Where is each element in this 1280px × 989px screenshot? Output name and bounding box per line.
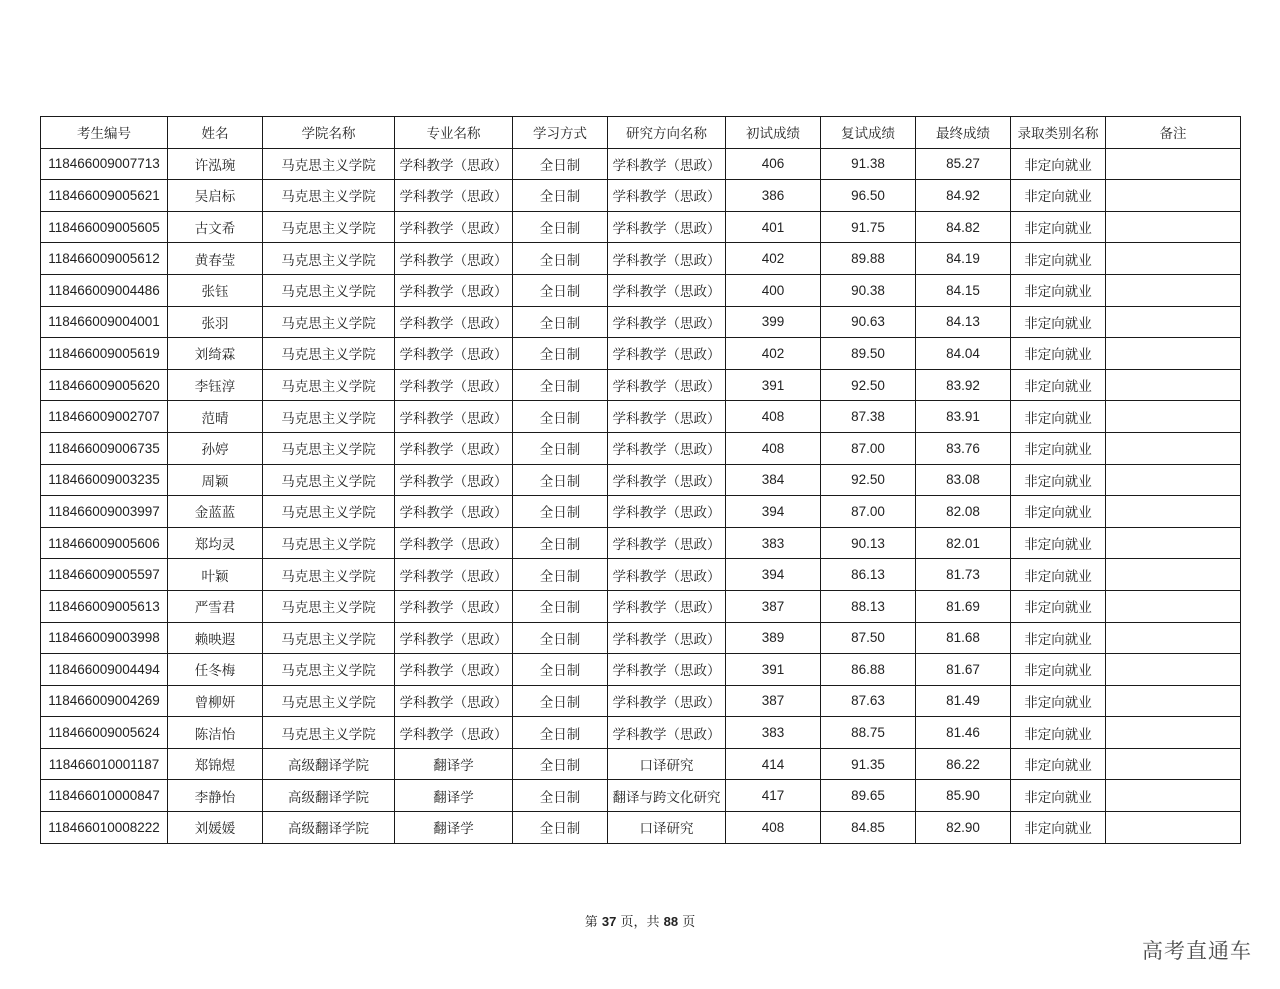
- cell-name: 叶颖: [168, 559, 263, 591]
- cell-final-score: 84.82: [916, 211, 1011, 243]
- cell-major: 翻译学: [395, 780, 513, 812]
- cell-final-score: 81.73: [916, 559, 1011, 591]
- table-row: [41, 654, 1241, 686]
- cell-name: 金蓝蓝: [168, 496, 263, 528]
- table-row: [41, 812, 1241, 844]
- cell-research-direction: 学科教学（思政）: [608, 274, 726, 306]
- cell-study-mode: 全日制: [513, 654, 608, 686]
- cell-admission-category: 非定向就业: [1011, 717, 1106, 749]
- table-row: [41, 306, 1241, 338]
- cell-name: 周颖: [168, 464, 263, 496]
- cell-name: 陈洁怡: [168, 717, 263, 749]
- cell-final-score: 84.13: [916, 306, 1011, 338]
- cell-retest-score: 90.13: [821, 527, 916, 559]
- cell-admission-category: 非定向就业: [1011, 306, 1106, 338]
- cell-candidate-id: 118466009003997: [41, 496, 168, 528]
- column-header-research-direction: 研究方向名称: [608, 117, 726, 149]
- cell-final-score: 84.15: [916, 274, 1011, 306]
- cell-candidate-id: 118466009003998: [41, 622, 168, 654]
- cell-remarks: [1106, 559, 1241, 591]
- cell-study-mode: 全日制: [513, 496, 608, 528]
- current-page-number: 37: [601, 914, 617, 929]
- cell-research-direction: 学科教学（思政）: [608, 401, 726, 433]
- cell-name: 任冬梅: [168, 654, 263, 686]
- cell-initial-score: 401: [726, 211, 821, 243]
- cell-final-score: 82.01: [916, 527, 1011, 559]
- cell-remarks: [1106, 432, 1241, 464]
- cell-remarks: [1106, 527, 1241, 559]
- cell-candidate-id: 118466009005612: [41, 243, 168, 275]
- cell-research-direction: 学科教学（思政）: [608, 369, 726, 401]
- table-row: [41, 527, 1241, 559]
- cell-initial-score: 417: [726, 780, 821, 812]
- cell-research-direction: 学科教学（思政）: [608, 306, 726, 338]
- cell-remarks: [1106, 148, 1241, 180]
- cell-name: 黄春莹: [168, 243, 263, 275]
- cell-remarks: [1106, 590, 1241, 622]
- cell-candidate-id: 118466009007713: [41, 148, 168, 180]
- cell-remarks: [1106, 306, 1241, 338]
- cell-initial-score: 387: [726, 685, 821, 717]
- table-row: [41, 180, 1241, 212]
- cell-major: 学科教学（思政）: [395, 243, 513, 275]
- cell-candidate-id: 118466009004001: [41, 306, 168, 338]
- cell-major: 学科教学（思政）: [395, 559, 513, 591]
- cell-admission-category: 非定向就业: [1011, 211, 1106, 243]
- page-footer: [0, 911, 1280, 930]
- table-row: [41, 559, 1241, 591]
- cell-study-mode: 全日制: [513, 432, 608, 464]
- cell-final-score: 84.04: [916, 338, 1011, 370]
- cell-major: 学科教学（思政）: [395, 338, 513, 370]
- cell-final-score: 83.08: [916, 464, 1011, 496]
- cell-name: 吴启标: [168, 180, 263, 212]
- cell-major: 学科教学（思政）: [395, 622, 513, 654]
- cell-college: 马克思主义学院: [263, 180, 395, 212]
- cell-initial-score: 394: [726, 496, 821, 528]
- cell-candidate-id: 118466009005606: [41, 527, 168, 559]
- cell-remarks: [1106, 211, 1241, 243]
- column-header-major: 专业名称: [395, 117, 513, 149]
- cell-initial-score: 383: [726, 717, 821, 749]
- table-row: [41, 717, 1241, 749]
- column-header-final-score: 最终成绩: [916, 117, 1011, 149]
- cell-study-mode: 全日制: [513, 369, 608, 401]
- cell-college: 马克思主义学院: [263, 622, 395, 654]
- cell-retest-score: 91.35: [821, 748, 916, 780]
- cell-retest-score: 86.13: [821, 559, 916, 591]
- cell-retest-score: 90.38: [821, 274, 916, 306]
- cell-major: 学科教学（思政）: [395, 590, 513, 622]
- cell-initial-score: 408: [726, 812, 821, 844]
- cell-candidate-id: 118466009004269: [41, 685, 168, 717]
- table-row: [41, 401, 1241, 433]
- cell-candidate-id: 118466009004494: [41, 654, 168, 686]
- watermark-text: 高考直通车: [1142, 939, 1252, 963]
- cell-retest-score: 89.88: [821, 243, 916, 275]
- cell-candidate-id: 118466009005619: [41, 338, 168, 370]
- cell-admission-category: 非定向就业: [1011, 590, 1106, 622]
- cell-retest-score: 90.63: [821, 306, 916, 338]
- cell-candidate-id: 118466009004486: [41, 274, 168, 306]
- cell-final-score: 82.90: [916, 812, 1011, 844]
- cell-candidate-id: 118466009005613: [41, 590, 168, 622]
- cell-final-score: 84.19: [916, 243, 1011, 275]
- cell-study-mode: 全日制: [513, 559, 608, 591]
- cell-major: 学科教学（思政）: [395, 306, 513, 338]
- cell-college: 马克思主义学院: [263, 464, 395, 496]
- total-page-count: 88: [663, 914, 679, 929]
- cell-candidate-id: 118466010001187: [41, 748, 168, 780]
- cell-retest-score: 91.75: [821, 211, 916, 243]
- cell-major: 学科教学（思政）: [395, 527, 513, 559]
- cell-remarks: [1106, 748, 1241, 780]
- cell-candidate-id: 118466009006735: [41, 432, 168, 464]
- cell-retest-score: 92.50: [821, 369, 916, 401]
- cell-study-mode: 全日制: [513, 717, 608, 749]
- cell-remarks: [1106, 654, 1241, 686]
- cell-retest-score: 87.38: [821, 401, 916, 433]
- cell-study-mode: 全日制: [513, 211, 608, 243]
- cell-admission-category: 非定向就业: [1011, 243, 1106, 275]
- cell-retest-score: 88.13: [821, 590, 916, 622]
- cell-name: 郑锦煜: [168, 748, 263, 780]
- cell-college: 马克思主义学院: [263, 654, 395, 686]
- cell-initial-score: 406: [726, 148, 821, 180]
- cell-research-direction: 学科教学（思政）: [608, 654, 726, 686]
- cell-major: 学科教学（思政）: [395, 432, 513, 464]
- footer-prefix: 第: [584, 915, 598, 930]
- cell-admission-category: 非定向就业: [1011, 654, 1106, 686]
- cell-admission-category: 非定向就业: [1011, 401, 1106, 433]
- cell-retest-score: 87.00: [821, 496, 916, 528]
- cell-initial-score: 399: [726, 306, 821, 338]
- cell-college: 马克思主义学院: [263, 306, 395, 338]
- cell-study-mode: 全日制: [513, 464, 608, 496]
- cell-final-score: 83.92: [916, 369, 1011, 401]
- cell-retest-score: 88.75: [821, 717, 916, 749]
- cell-name: 李静怡: [168, 780, 263, 812]
- cell-major: 学科教学（思政）: [395, 685, 513, 717]
- cell-college: 马克思主义学院: [263, 590, 395, 622]
- cell-remarks: [1106, 274, 1241, 306]
- footer-middle: 页，共: [620, 915, 660, 930]
- cell-admission-category: 非定向就业: [1011, 559, 1106, 591]
- cell-college: 马克思主义学院: [263, 369, 395, 401]
- cell-major: 翻译学: [395, 748, 513, 780]
- table-row: [41, 274, 1241, 306]
- cell-final-score: 81.68: [916, 622, 1011, 654]
- table-row: [41, 432, 1241, 464]
- cell-study-mode: 全日制: [513, 527, 608, 559]
- cell-major: 学科教学（思政）: [395, 496, 513, 528]
- cell-final-score: 83.91: [916, 401, 1011, 433]
- cell-retest-score: 84.85: [821, 812, 916, 844]
- cell-admission-category: 非定向就业: [1011, 496, 1106, 528]
- cell-remarks: [1106, 243, 1241, 275]
- cell-final-score: 81.69: [916, 590, 1011, 622]
- column-header-name: 姓名: [168, 117, 263, 149]
- column-header-initial-score: 初试成绩: [726, 117, 821, 149]
- cell-research-direction: 口译研究: [608, 748, 726, 780]
- footer-suffix: 页: [682, 915, 696, 930]
- cell-admission-category: 非定向就业: [1011, 527, 1106, 559]
- cell-name: 孙婷: [168, 432, 263, 464]
- cell-initial-score: 387: [726, 590, 821, 622]
- table-row: [41, 622, 1241, 654]
- cell-final-score: 83.76: [916, 432, 1011, 464]
- cell-initial-score: 408: [726, 432, 821, 464]
- cell-college: 高级翻译学院: [263, 812, 395, 844]
- table-body: [41, 148, 1241, 843]
- cell-college: 马克思主义学院: [263, 717, 395, 749]
- cell-initial-score: 386: [726, 180, 821, 212]
- cell-study-mode: 全日制: [513, 338, 608, 370]
- cell-final-score: 81.49: [916, 685, 1011, 717]
- cell-name: 刘媛媛: [168, 812, 263, 844]
- table-row: [41, 243, 1241, 275]
- cell-college: 马克思主义学院: [263, 211, 395, 243]
- cell-final-score: 81.46: [916, 717, 1011, 749]
- cell-admission-category: 非定向就业: [1011, 274, 1106, 306]
- cell-major: 学科教学（思政）: [395, 274, 513, 306]
- cell-college: 马克思主义学院: [263, 432, 395, 464]
- cell-initial-score: 400: [726, 274, 821, 306]
- cell-candidate-id: 118466010000847: [41, 780, 168, 812]
- cell-research-direction: 口译研究: [608, 812, 726, 844]
- cell-final-score: 84.92: [916, 180, 1011, 212]
- table-row: [41, 496, 1241, 528]
- cell-research-direction: 学科教学（思政）: [608, 590, 726, 622]
- cell-remarks: [1106, 496, 1241, 528]
- cell-remarks: [1106, 622, 1241, 654]
- cell-name: 范晴: [168, 401, 263, 433]
- cell-study-mode: 全日制: [513, 748, 608, 780]
- cell-retest-score: 92.50: [821, 464, 916, 496]
- cell-final-score: 85.90: [916, 780, 1011, 812]
- cell-retest-score: 89.50: [821, 338, 916, 370]
- cell-initial-score: 384: [726, 464, 821, 496]
- cell-name: 赖映遐: [168, 622, 263, 654]
- cell-initial-score: 414: [726, 748, 821, 780]
- table-row: [41, 748, 1241, 780]
- column-header-candidate-id: 考生编号: [41, 117, 168, 149]
- column-header-retest-score: 复试成绩: [821, 117, 916, 149]
- cell-study-mode: 全日制: [513, 401, 608, 433]
- table-row: [41, 590, 1241, 622]
- cell-remarks: [1106, 464, 1241, 496]
- cell-name: 李钰淳: [168, 369, 263, 401]
- cell-college: 马克思主义学院: [263, 401, 395, 433]
- cell-college: 马克思主义学院: [263, 148, 395, 180]
- table-header-row: [41, 117, 1241, 149]
- cell-name: 许泓琬: [168, 148, 263, 180]
- cell-study-mode: 全日制: [513, 148, 608, 180]
- column-header-college: 学院名称: [263, 117, 395, 149]
- cell-candidate-id: 118466010008222: [41, 812, 168, 844]
- cell-research-direction: 学科教学（思政）: [608, 211, 726, 243]
- cell-college: 马克思主义学院: [263, 496, 395, 528]
- cell-final-score: 82.08: [916, 496, 1011, 528]
- cell-major: 学科教学（思政）: [395, 654, 513, 686]
- cell-college: 高级翻译学院: [263, 780, 395, 812]
- cell-research-direction: 学科教学（思政）: [608, 180, 726, 212]
- cell-study-mode: 全日制: [513, 812, 608, 844]
- cell-college: 高级翻译学院: [263, 748, 395, 780]
- cell-admission-category: 非定向就业: [1011, 148, 1106, 180]
- table-row: [41, 780, 1241, 812]
- cell-candidate-id: 118466009005597: [41, 559, 168, 591]
- cell-college: 马克思主义学院: [263, 685, 395, 717]
- cell-study-mode: 全日制: [513, 622, 608, 654]
- cell-research-direction: 学科教学（思政）: [608, 559, 726, 591]
- cell-study-mode: 全日制: [513, 590, 608, 622]
- admission-list-sheet: [40, 116, 1240, 844]
- cell-research-direction: 翻译与跨文化研究: [608, 780, 726, 812]
- table-row: [41, 369, 1241, 401]
- cell-research-direction: 学科教学（思政）: [608, 527, 726, 559]
- cell-final-score: 85.27: [916, 148, 1011, 180]
- cell-major: 学科教学（思政）: [395, 401, 513, 433]
- cell-retest-score: 89.65: [821, 780, 916, 812]
- cell-name: 曾柳妍: [168, 685, 263, 717]
- cell-retest-score: 87.00: [821, 432, 916, 464]
- cell-major: 学科教学（思政）: [395, 464, 513, 496]
- cell-initial-score: 408: [726, 401, 821, 433]
- cell-admission-category: 非定向就业: [1011, 780, 1106, 812]
- cell-retest-score: 96.50: [821, 180, 916, 212]
- cell-initial-score: 391: [726, 654, 821, 686]
- cell-major: 学科教学（思政）: [395, 148, 513, 180]
- table-row: [41, 211, 1241, 243]
- column-header-remarks: 备注: [1106, 117, 1241, 149]
- cell-name: 张钰: [168, 274, 263, 306]
- cell-study-mode: 全日制: [513, 306, 608, 338]
- cell-major: 学科教学（思政）: [395, 180, 513, 212]
- cell-name: 郑均灵: [168, 527, 263, 559]
- cell-major: 学科教学（思政）: [395, 369, 513, 401]
- cell-name: 古文希: [168, 211, 263, 243]
- cell-study-mode: 全日制: [513, 243, 608, 275]
- cell-research-direction: 学科教学（思政）: [608, 622, 726, 654]
- cell-study-mode: 全日制: [513, 274, 608, 306]
- cell-admission-category: 非定向就业: [1011, 369, 1106, 401]
- cell-retest-score: 86.88: [821, 654, 916, 686]
- cell-research-direction: 学科教学（思政）: [608, 338, 726, 370]
- cell-study-mode: 全日制: [513, 685, 608, 717]
- cell-research-direction: 学科教学（思政）: [608, 717, 726, 749]
- cell-name: 严雪君: [168, 590, 263, 622]
- cell-candidate-id: 118466009003235: [41, 464, 168, 496]
- cell-remarks: [1106, 338, 1241, 370]
- cell-research-direction: 学科教学（思政）: [608, 432, 726, 464]
- cell-remarks: [1106, 717, 1241, 749]
- cell-final-score: 81.67: [916, 654, 1011, 686]
- cell-retest-score: 91.38: [821, 148, 916, 180]
- table-row: [41, 685, 1241, 717]
- cell-admission-category: 非定向就业: [1011, 685, 1106, 717]
- cell-research-direction: 学科教学（思政）: [608, 243, 726, 275]
- cell-name: 张羽: [168, 306, 263, 338]
- cell-college: 马克思主义学院: [263, 559, 395, 591]
- cell-admission-category: 非定向就业: [1011, 748, 1106, 780]
- cell-candidate-id: 118466009005620: [41, 369, 168, 401]
- cell-initial-score: 394: [726, 559, 821, 591]
- table-row: [41, 464, 1241, 496]
- cell-remarks: [1106, 780, 1241, 812]
- cell-remarks: [1106, 812, 1241, 844]
- cell-admission-category: 非定向就业: [1011, 432, 1106, 464]
- cell-candidate-id: 118466009005621: [41, 180, 168, 212]
- cell-retest-score: 87.63: [821, 685, 916, 717]
- cell-major: 学科教学（思政）: [395, 211, 513, 243]
- cell-initial-score: 383: [726, 527, 821, 559]
- cell-study-mode: 全日制: [513, 780, 608, 812]
- cell-initial-score: 391: [726, 369, 821, 401]
- cell-remarks: [1106, 685, 1241, 717]
- cell-study-mode: 全日制: [513, 180, 608, 212]
- cell-admission-category: 非定向就业: [1011, 622, 1106, 654]
- cell-research-direction: 学科教学（思政）: [608, 685, 726, 717]
- cell-research-direction: 学科教学（思政）: [608, 496, 726, 528]
- cell-admission-category: 非定向就业: [1011, 464, 1106, 496]
- cell-major: 学科教学（思政）: [395, 717, 513, 749]
- cell-name: 刘绮霖: [168, 338, 263, 370]
- cell-college: 马克思主义学院: [263, 274, 395, 306]
- cell-college: 马克思主义学院: [263, 527, 395, 559]
- cell-remarks: [1106, 180, 1241, 212]
- cell-candidate-id: 118466009005624: [41, 717, 168, 749]
- cell-admission-category: 非定向就业: [1011, 180, 1106, 212]
- cell-college: 马克思主义学院: [263, 338, 395, 370]
- cell-research-direction: 学科教学（思政）: [608, 464, 726, 496]
- cell-remarks: [1106, 369, 1241, 401]
- cell-research-direction: 学科教学（思政）: [608, 148, 726, 180]
- column-header-study-mode: 学习方式: [513, 117, 608, 149]
- cell-candidate-id: 118466009002707: [41, 401, 168, 433]
- cell-candidate-id: 118466009005605: [41, 211, 168, 243]
- table-row: [41, 148, 1241, 180]
- column-header-admission-category: 录取类别名称: [1011, 117, 1106, 149]
- cell-admission-category: 非定向就业: [1011, 812, 1106, 844]
- cell-initial-score: 402: [726, 243, 821, 275]
- cell-major: 翻译学: [395, 812, 513, 844]
- cell-remarks: [1106, 401, 1241, 433]
- cell-initial-score: 402: [726, 338, 821, 370]
- cell-college: 马克思主义学院: [263, 243, 395, 275]
- table-row: [41, 338, 1241, 370]
- admission-table: [40, 116, 1241, 844]
- cell-retest-score: 87.50: [821, 622, 916, 654]
- cell-admission-category: 非定向就业: [1011, 338, 1106, 370]
- cell-initial-score: 389: [726, 622, 821, 654]
- cell-final-score: 86.22: [916, 748, 1011, 780]
